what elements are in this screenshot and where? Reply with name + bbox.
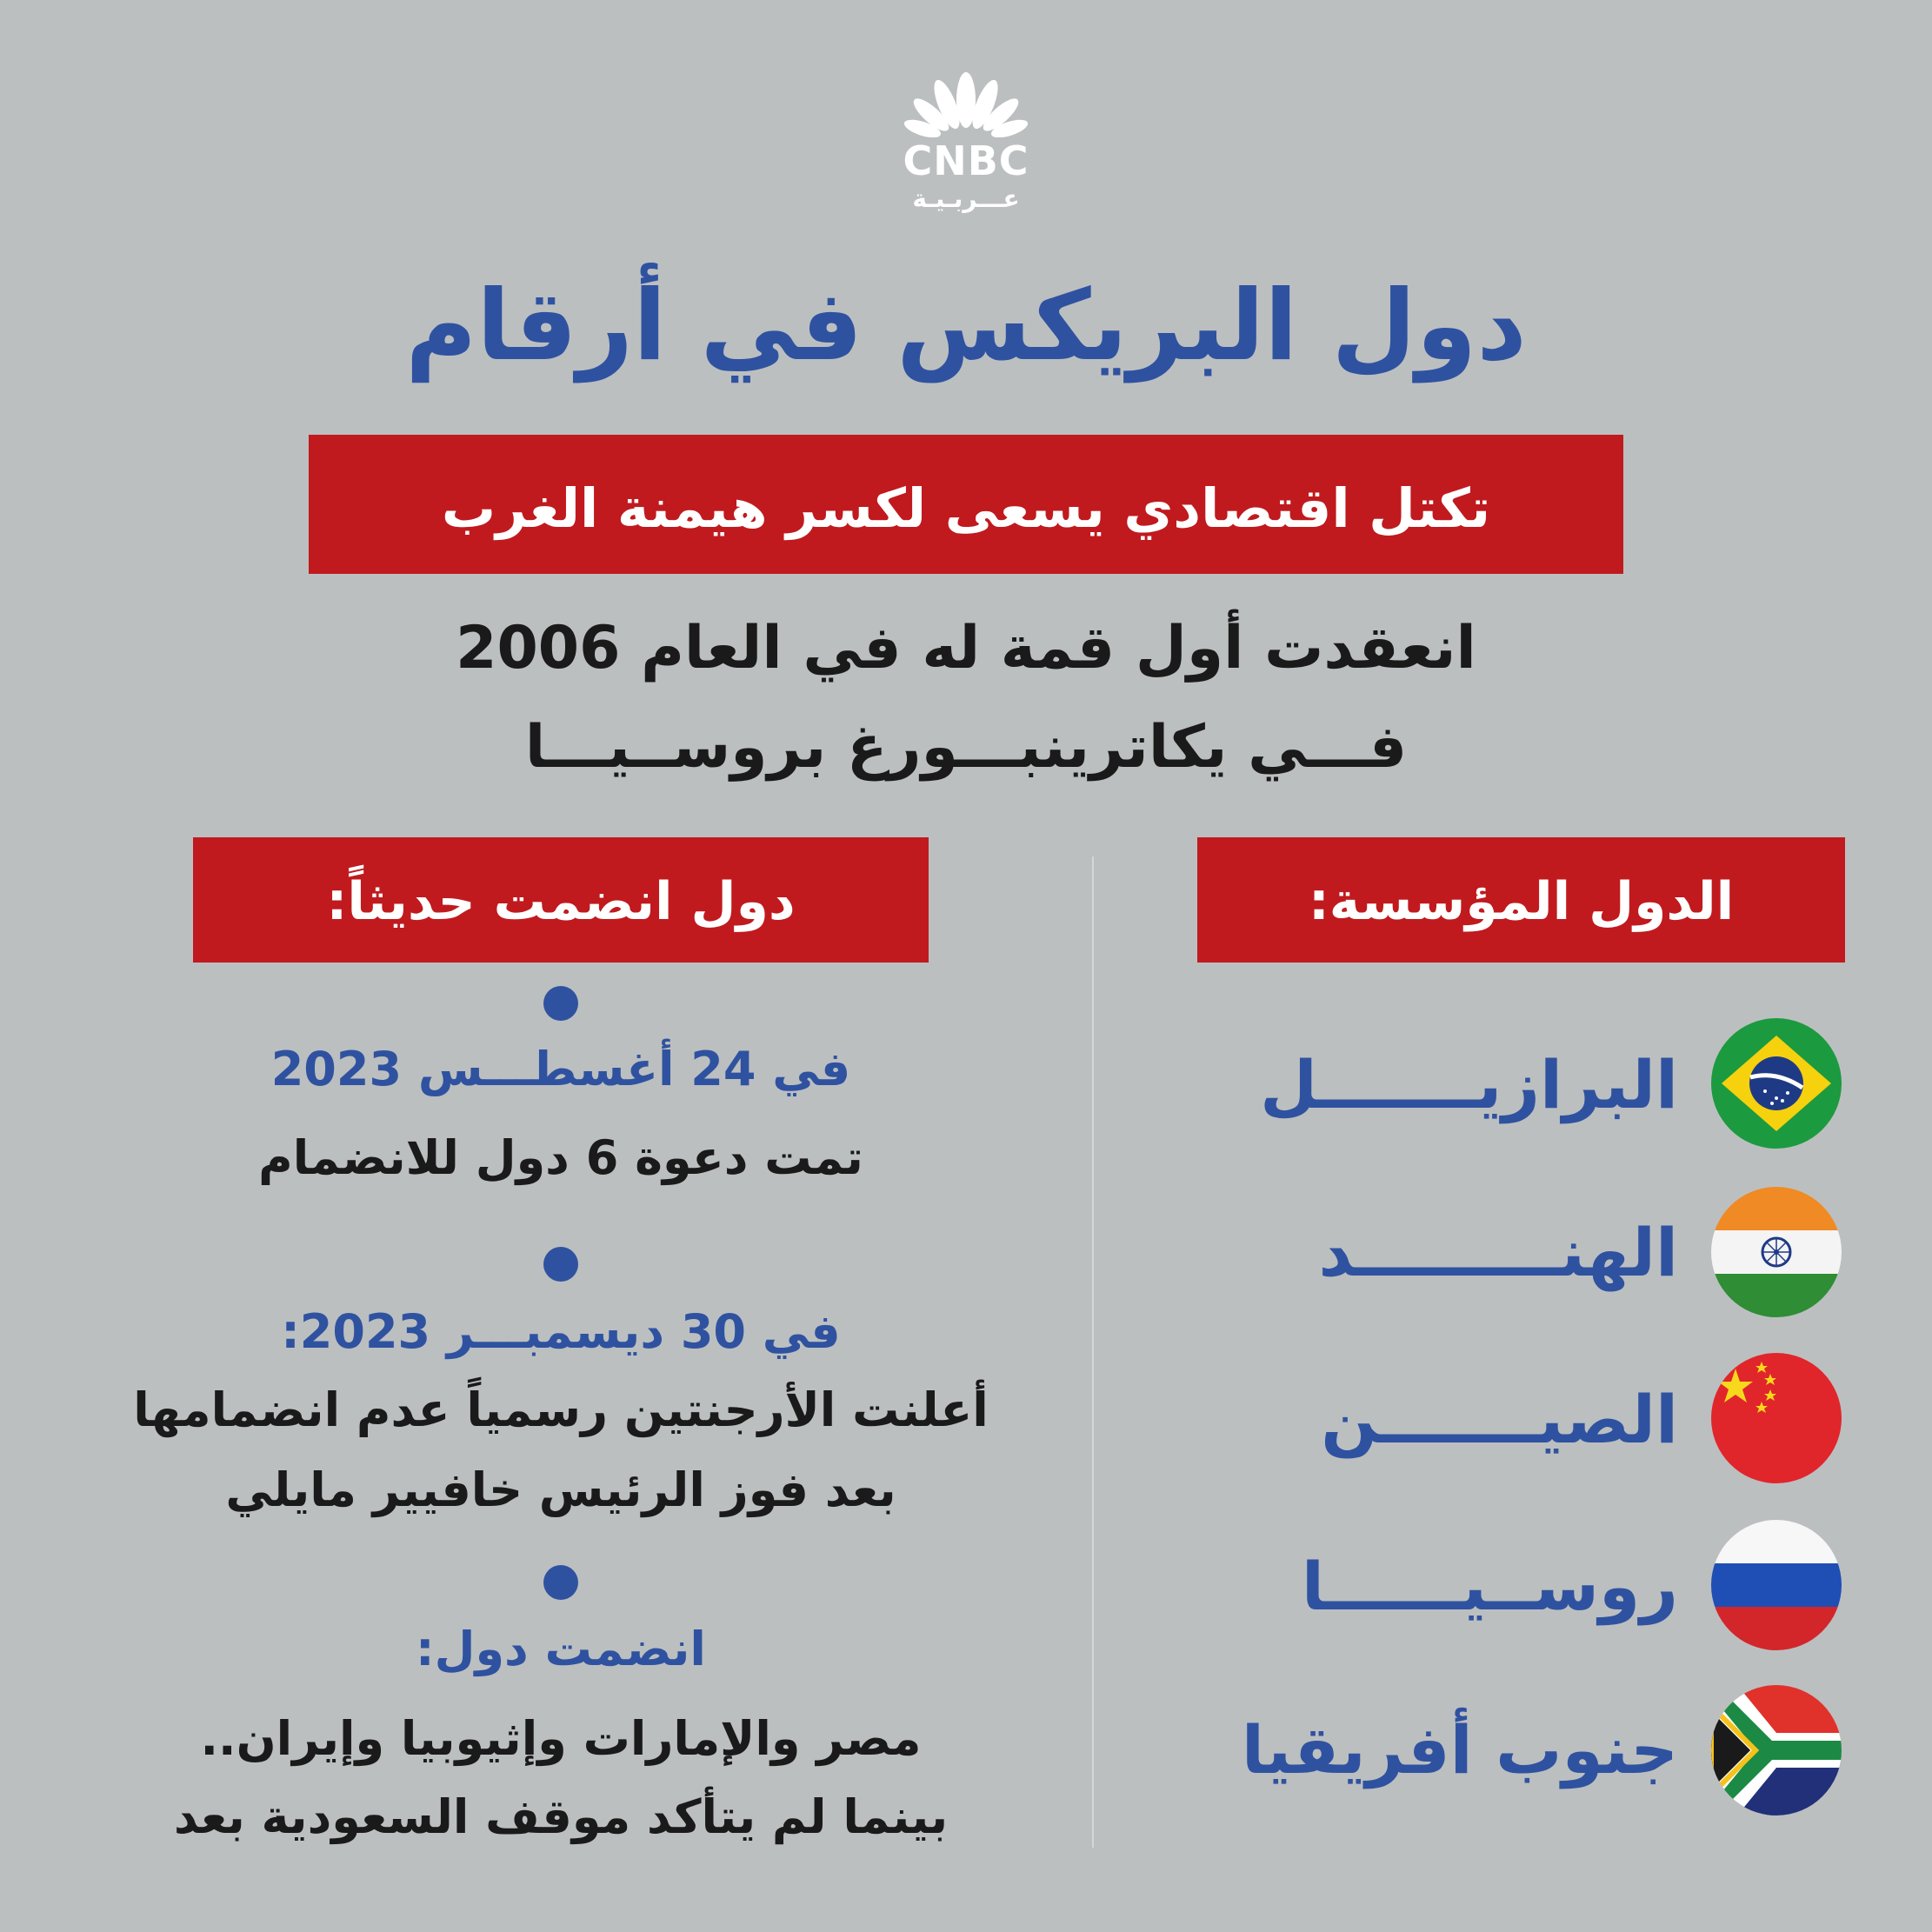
south-africa-flag-icon (1711, 1685, 1842, 1815)
event-text-3a: مصر والإمارات وإثيوبيا وإيران.. (200, 1711, 922, 1766)
founding-header: الدول المؤسسة: (1308, 871, 1735, 932)
event-date-1: في 24 أغسطـــس 2023 (270, 1042, 851, 1096)
peacock-icon (879, 70, 1053, 148)
new-members-header: دول انضمت حديثاً: (326, 871, 796, 932)
bullet-3 (543, 1565, 578, 1600)
event-date-3: انضمت دول: (416, 1622, 706, 1676)
logo-subtitle: عـــربـيـة (912, 184, 1020, 213)
event-text-2a: أعلنت الأرجنتين رسمياً عدم انضمامها (133, 1382, 989, 1437)
brazil-flag-icon (1711, 1018, 1842, 1149)
event-text-3b: بينما لم يتأكد موقف السعودية بعد (173, 1789, 949, 1844)
russia-flag-icon (1711, 1520, 1842, 1650)
country-russia: روســيــــــا (1301, 1548, 1678, 1625)
summit-line-1: انعقدت أول قمة له في العام 2006 (456, 614, 1476, 683)
country-south-africa: جنوب أفريقيا (1241, 1711, 1678, 1789)
event-text-1: تمت دعوة 6 دول للانضمام (258, 1130, 863, 1185)
column-divider (1092, 856, 1094, 1848)
country-brazil: البرازيـــــــل (1260, 1046, 1678, 1123)
page-title: دول البريكس في أرقام (405, 270, 1527, 383)
summit-line-2: فـــي يكاترينبـــورغ بروســيـــا (524, 713, 1408, 782)
bullet-2 (543, 1247, 578, 1282)
event-date-2: في 30 ديسمبـــر 2023: (281, 1304, 841, 1359)
country-india: الهنـــــــــد (1318, 1214, 1678, 1291)
china-flag-icon (1711, 1353, 1842, 1483)
event-text-2b: بعد فوز الرئيس خافيير مايلي (225, 1462, 896, 1517)
subtitle-text: تكتل اقتصادي يسعى لكسر هيمنة الغرب (441, 476, 1491, 540)
logo-wordmark: CNBC (903, 137, 1029, 184)
country-china: الصيـــــــن (1321, 1381, 1678, 1458)
bullet-1 (543, 986, 578, 1021)
india-flag-icon (1711, 1187, 1842, 1317)
